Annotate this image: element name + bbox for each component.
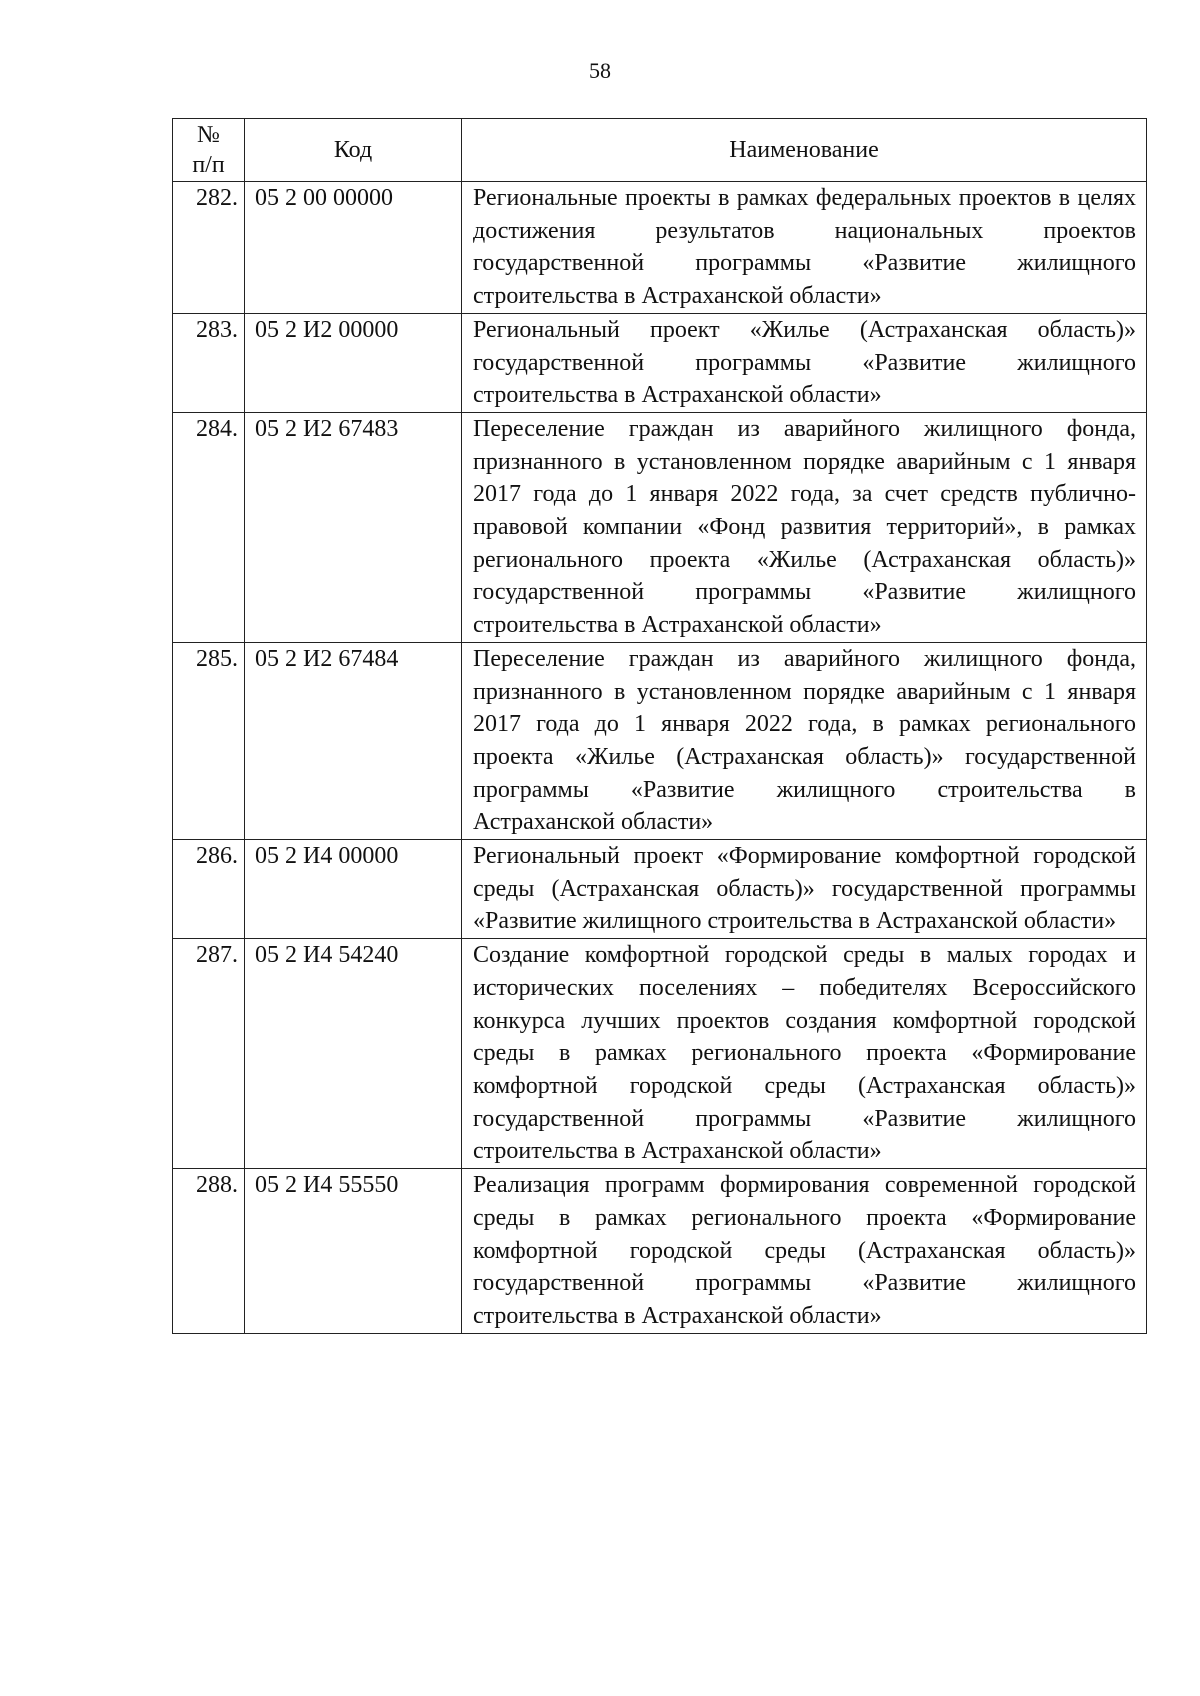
row-number: 286.	[173, 840, 245, 939]
column-header-name: Наименование	[462, 119, 1147, 182]
table-row	[173, 1169, 1147, 1334]
budget-code-table	[172, 118, 1147, 1334]
row-number: 284.	[173, 412, 245, 642]
table-row	[173, 840, 1147, 939]
table-header	[173, 119, 1147, 182]
row-number: 285.	[173, 642, 245, 839]
row-number: 288.	[173, 1169, 245, 1334]
column-header-number	[173, 119, 245, 182]
table-row	[173, 313, 1147, 412]
row-name: Переселение граждан из аварийного жилищного фонда, признанного в установленном порядке аварийным с 1 января 2017 года до 1 января 2022 года, в рамках регионального проекта «Жилье (Астраханская область)» государственной программы «Развитие жилищного строительства в Астраханской области»	[462, 642, 1147, 839]
row-code: 05 2 И4 55550	[245, 1169, 462, 1334]
row-name: Переселение граждан из аварийного жилищного фонда, признанного в установленном порядке аварийным с 1 января 2017 года до 1 января 2022 года, за счет средств публично-правовой компании «Фонд развития территорий», в рамках регионального проекта «Жилье (Астраханская область)» государственной программы «Развитие жилищного строительства в Астраханской области»	[462, 412, 1147, 642]
row-code: 05 2 И2 67483	[245, 412, 462, 642]
table-row	[173, 939, 1147, 1169]
row-number: 283.	[173, 313, 245, 412]
table-row	[173, 182, 1147, 314]
row-number: 287.	[173, 939, 245, 1169]
row-name: Региональные проекты в рамках федеральных проектов в целях достижения результатов национальных проектов государственной программы «Развитие жилищного строительства в Астраханской области»	[462, 182, 1147, 314]
page-number: 58	[589, 58, 611, 83]
row-code: 05 2 И4 54240	[245, 939, 462, 1169]
table-header-row	[173, 119, 1147, 182]
row-number: 282.	[173, 182, 245, 314]
row-code: 05 2 И2 00000	[245, 313, 462, 412]
column-header-number-symbol: №	[197, 122, 220, 148]
row-code: 05 2 И4 00000	[245, 840, 462, 939]
row-name: Региональный проект «Формирование комфортной городской среды (Астраханская область)» государственной программы «Развитие жилищного строительства в Астраханской области»	[462, 840, 1147, 939]
column-header-number-abbrev: п/п	[192, 152, 225, 178]
row-name: Региональный проект «Жилье (Астраханская область)» государственной программы «Развитие жилищного строительства в Астраханской области»	[462, 313, 1147, 412]
table-body	[173, 182, 1147, 1334]
table-row	[173, 642, 1147, 839]
row-name: Реализация программ формирования современной городской среды в рамках регионального проекта «Формирование комфортной городской среды (Астраханская область)» государственной программы «Развитие жилищного строительства в Астраханской области»	[462, 1169, 1147, 1334]
row-code: 05 2 И2 67484	[245, 642, 462, 839]
table-row	[173, 412, 1147, 642]
row-code: 05 2 00 00000	[245, 182, 462, 314]
row-name: Создание комфортной городской среды в малых городах и исторических поселениях – победителях Всероссийского конкурса лучших проектов создания комфортной городской среды в рамках регионального проекта «Формирование комфортной городской среды (Астраханская область)» государственной программы «Развитие жилищного строительства в Астраханской области»	[462, 939, 1147, 1169]
column-header-code: Код	[245, 119, 462, 182]
